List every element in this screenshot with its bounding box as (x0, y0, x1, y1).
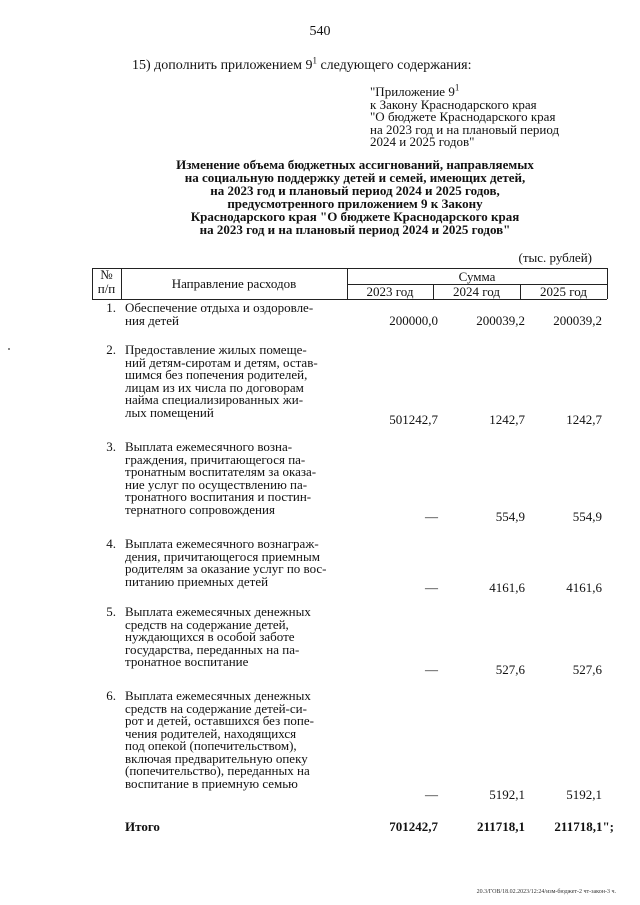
row-text-line: Выплата ежемесячного возна- (125, 439, 293, 454)
row-text-line: воспитание в приемную семью (125, 775, 298, 791)
title-line: предусмотренного приложением 9 к Закону (227, 196, 483, 211)
row-text-line: родителям за оказание услуг по вос- (125, 561, 327, 576)
row-description (125, 606, 347, 669)
row-text-line: лицам из их числа по договорам (125, 379, 304, 395)
row-text-line: ний детям-сиротам и детям, остав- (125, 354, 318, 370)
row-text-line: тронатного воспитания и постин- (125, 489, 312, 504)
value-2025: 4161,6 (566, 580, 602, 595)
row-number: 4. (106, 536, 116, 551)
title-line: на социальную поддержку детей и семей, имеющих детей, (184, 170, 526, 185)
row-text-line: Выплата ежемесячных денежных (125, 604, 311, 619)
row-text-line: ние услуг по осуществлению па- (125, 476, 308, 492)
value-2025: 1242,7 (566, 412, 602, 427)
row-number: 5. (106, 604, 116, 619)
row-text-line: дения, причитающегося приемным (125, 548, 320, 564)
row-text-line: тронатное воспитание (125, 654, 249, 669)
row-text-line: рот и детей, оставшихся без попе- (125, 713, 314, 728)
intro-tail: следующего содержания: (316, 58, 472, 73)
document-title (130, 158, 580, 236)
row-text-line: Выплата ежемесячных денежных (125, 688, 311, 703)
row-description (125, 690, 347, 790)
units-label: (тыс. рублей) (518, 250, 592, 265)
margin-mark (8, 348, 10, 350)
value-2023: — (425, 787, 438, 802)
value-2025: 527,6 (572, 662, 602, 677)
value-2023: — (425, 580, 438, 595)
header-num-symbol: № (100, 267, 113, 282)
value-2024: 200039,2 (476, 313, 525, 328)
footer-stamp: 20.3/ГОВ/18.02.2023/12:24/изм-бюджет-2 чт-закон-3 ч. (476, 889, 616, 895)
total-2024: 211718,1 (476, 819, 525, 834)
row-text-line: найма специализированных жи- (125, 392, 304, 407)
total-label: Итого (125, 819, 160, 834)
value-2025: 5192,1 (566, 787, 602, 802)
table-right-border (607, 268, 608, 299)
row-text-line: Предоставление жилых помеще- (125, 342, 307, 357)
appendix-line: 2024 и 2025 годов" (370, 134, 475, 149)
total-2025: 211718,1"; (554, 819, 614, 834)
appendix-sup: 1 (454, 82, 460, 93)
appendix-line: "О бюджете Краснодарского края (370, 109, 556, 124)
row-text-line: ния детей (125, 312, 179, 328)
row-text-line: тернатного сопровождения (125, 501, 275, 517)
appendix-heading (370, 82, 560, 149)
row-description (125, 538, 347, 588)
row-text-line: Выплата ежемесячного вознаграж- (125, 536, 319, 551)
row-text-line: нуждающихся в особой заботе (125, 629, 295, 644)
row-description (125, 302, 347, 327)
row-text-line: граждения, причитающегося па- (125, 451, 306, 467)
row-number: 2. (106, 342, 116, 357)
value-2024: 554,9 (495, 509, 525, 524)
appendix-label: "Приложение 9 (370, 84, 455, 99)
row-number: 3. (106, 439, 116, 454)
row-text-line: средств на содержание детей-си- (125, 700, 307, 716)
row-text-line: чения родителей, находящихся (125, 725, 297, 741)
value-2025: 200039,2 (553, 313, 602, 328)
value-2024: 5192,1 (489, 787, 525, 802)
title-line: на 2023 год и на плановый период 2024 и 2025 годов" (199, 222, 511, 237)
title-line: Краснодарского края "О бюджете Краснодарского края (190, 209, 520, 224)
row-text-line: тронатным воспитателям за оказа- (125, 464, 317, 479)
row-text-line: средств на содержание детей, (125, 616, 289, 632)
value-2023: 200000,0 (389, 313, 438, 328)
value-2024: 1242,7 (489, 412, 525, 427)
row-text-line: шимся без попечения родителей, (125, 367, 308, 382)
value-2024: 4161,6 (489, 580, 525, 595)
row-text-line: (попечительство), переданных на (125, 763, 310, 778)
title-line: на 2023 год и плановый период 2024 и 2025 годов, (210, 183, 500, 198)
value-2024: 527,6 (495, 662, 525, 677)
intro-paragraph (132, 55, 472, 74)
header-sum: Сумма (458, 269, 496, 284)
appendix-line: на 2023 год и на плановый период (370, 121, 560, 137)
row-description (125, 344, 347, 419)
row-text-line: Обеспечение отдыха и оздоровле- (125, 300, 314, 315)
value-2023: — (425, 662, 438, 677)
header-num-abbr: п/п (97, 281, 116, 296)
header-2025: 2025 год (540, 284, 587, 299)
title-line: Изменение объема бюджетных ассигнований, направляемых (176, 157, 534, 172)
value-2023: — (425, 509, 438, 524)
row-description (125, 441, 347, 516)
row-number: 1. (106, 300, 116, 315)
row-number: 6. (106, 688, 116, 703)
total-2023: 701242,7 (389, 819, 438, 834)
row-text-line: государства, переданных на па- (125, 641, 300, 657)
value-2025: 554,9 (572, 509, 602, 524)
header-num (92, 268, 121, 296)
row-text-line: лых помещений (125, 404, 214, 420)
row-text-line: включая предварительную опеку (125, 750, 308, 766)
intro-text: 15) дополнить приложением 9 (132, 58, 313, 73)
row-text-line: питанию приемных детей (125, 573, 269, 589)
value-2023: 501242,7 (389, 412, 438, 427)
row-text-line: под опекой (попечительством), (125, 738, 297, 753)
header-direction: Направление расходов (171, 276, 297, 291)
page-number: 540 (309, 24, 331, 39)
header-2024: 2024 год (453, 284, 500, 299)
header-2023: 2023 год (366, 284, 414, 299)
appendix-line: к Закону Краснодарского края (370, 96, 537, 112)
intro-sup: 1 (312, 55, 317, 66)
